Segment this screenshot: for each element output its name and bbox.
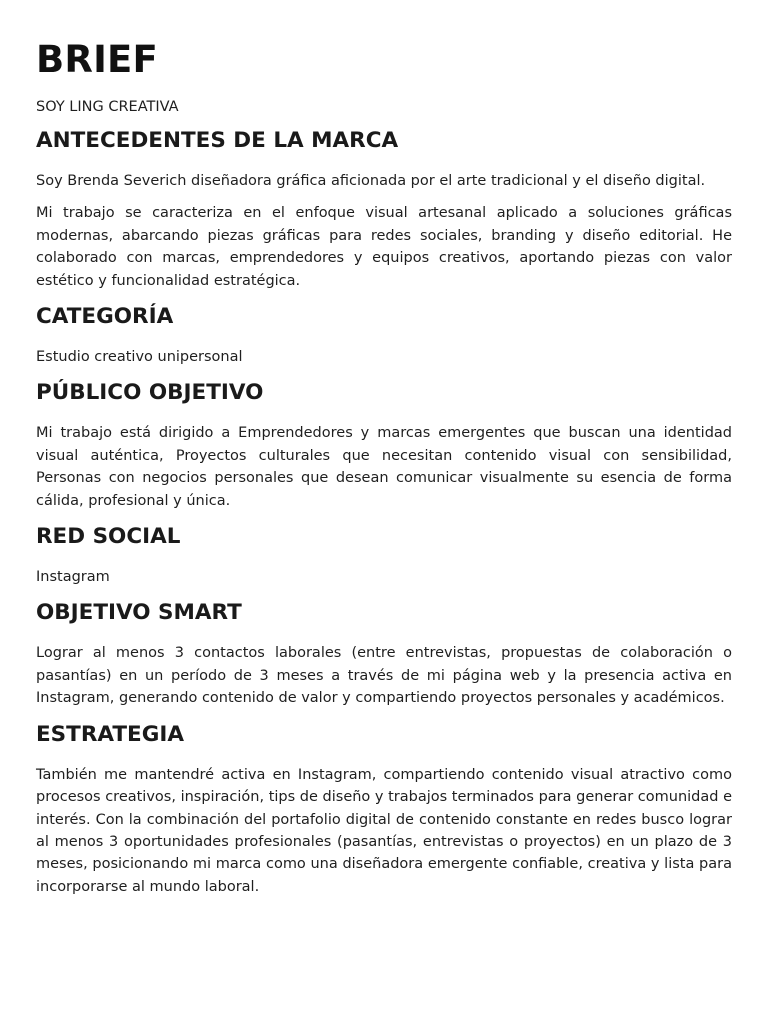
paragraph-categoria: Estudio creativo unipersonal [36, 349, 243, 366]
paragraph-objetivo-smart: Lograr al menos 3 contactos laborales (entre entrevistas, propuestas de colaboración o pasantías) en un período de 3 meses a través de mi página web y la presencia activa en Instagram, generando contenido de valor y compartiendo proyectos personales y académicos. [36, 645, 732, 707]
section-heading-antecedentes: ANTECEDENTES DE LA MARCA [36, 128, 399, 153]
document-title: BRIEF [36, 38, 159, 81]
section-publico-objetivo [36, 378, 732, 512]
paragraph-red-social: Instagram [36, 569, 110, 586]
section-categoria [36, 302, 732, 368]
section-estrategia [36, 720, 732, 898]
paragraph-estrategia: También me mantendré activa en Instagram, compartiendo contenido visual atractivo como procesos creativos, inspiración, tips de diseño y trabajos terminados para generar comunidad e interés. Con la combinación del portafolio digital de contenido constante en redes busco lograr al menos 3 oportunidades profesionales (pasantías, entrevistas o proyectos) en un plazo de 3 meses, posicionando mi marca como una diseñadora emergente confiable, creativa y lista para incorporarse al mundo laboral. [36, 766, 732, 895]
paragraph-antecedentes-2: Mi trabajo se caracteriza en el enfoque visual artesanal aplicado a soluciones gráficas modernas, abarcando piezas gráficas para redes sociales, branding y diseño editorial. He colaborado con marcas, emprendedores y equipos creativos, aportando piezas con valor estético y funcionalidad estratégica. [36, 205, 732, 289]
paragraph-publico-objetivo: Mi trabajo está dirigido a Emprendedores y marcas emergentes que buscan una identidad visual auténtica, Proyectos culturales que necesitan contenido visual con sensibilidad, Personas con negocios personales que desean comunicar visualmente su esencia de forma cálida, profesional y única. [36, 425, 732, 509]
section-heading-red-social: RED SOCIAL [36, 524, 181, 550]
section-objetivo-smart [36, 598, 732, 709]
section-heading-objetivo-smart: OBJETIVO SMART [36, 600, 242, 626]
section-heading-categoria: CATEGORÍA [36, 304, 174, 330]
section-antecedentes [36, 126, 732, 292]
section-heading-estrategia: ESTRATEGIA [36, 721, 185, 747]
section-red-social [36, 522, 732, 588]
document-subtitle: SOY LING CREATIVA [36, 99, 179, 115]
paragraph-antecedentes-1: Soy Brenda Severich diseñadora gráfica aficionada por el arte tradicional y el diseño digital. [36, 173, 706, 189]
section-heading-publico-objetivo: PÚBLICO OBJETIVO [36, 380, 264, 406]
